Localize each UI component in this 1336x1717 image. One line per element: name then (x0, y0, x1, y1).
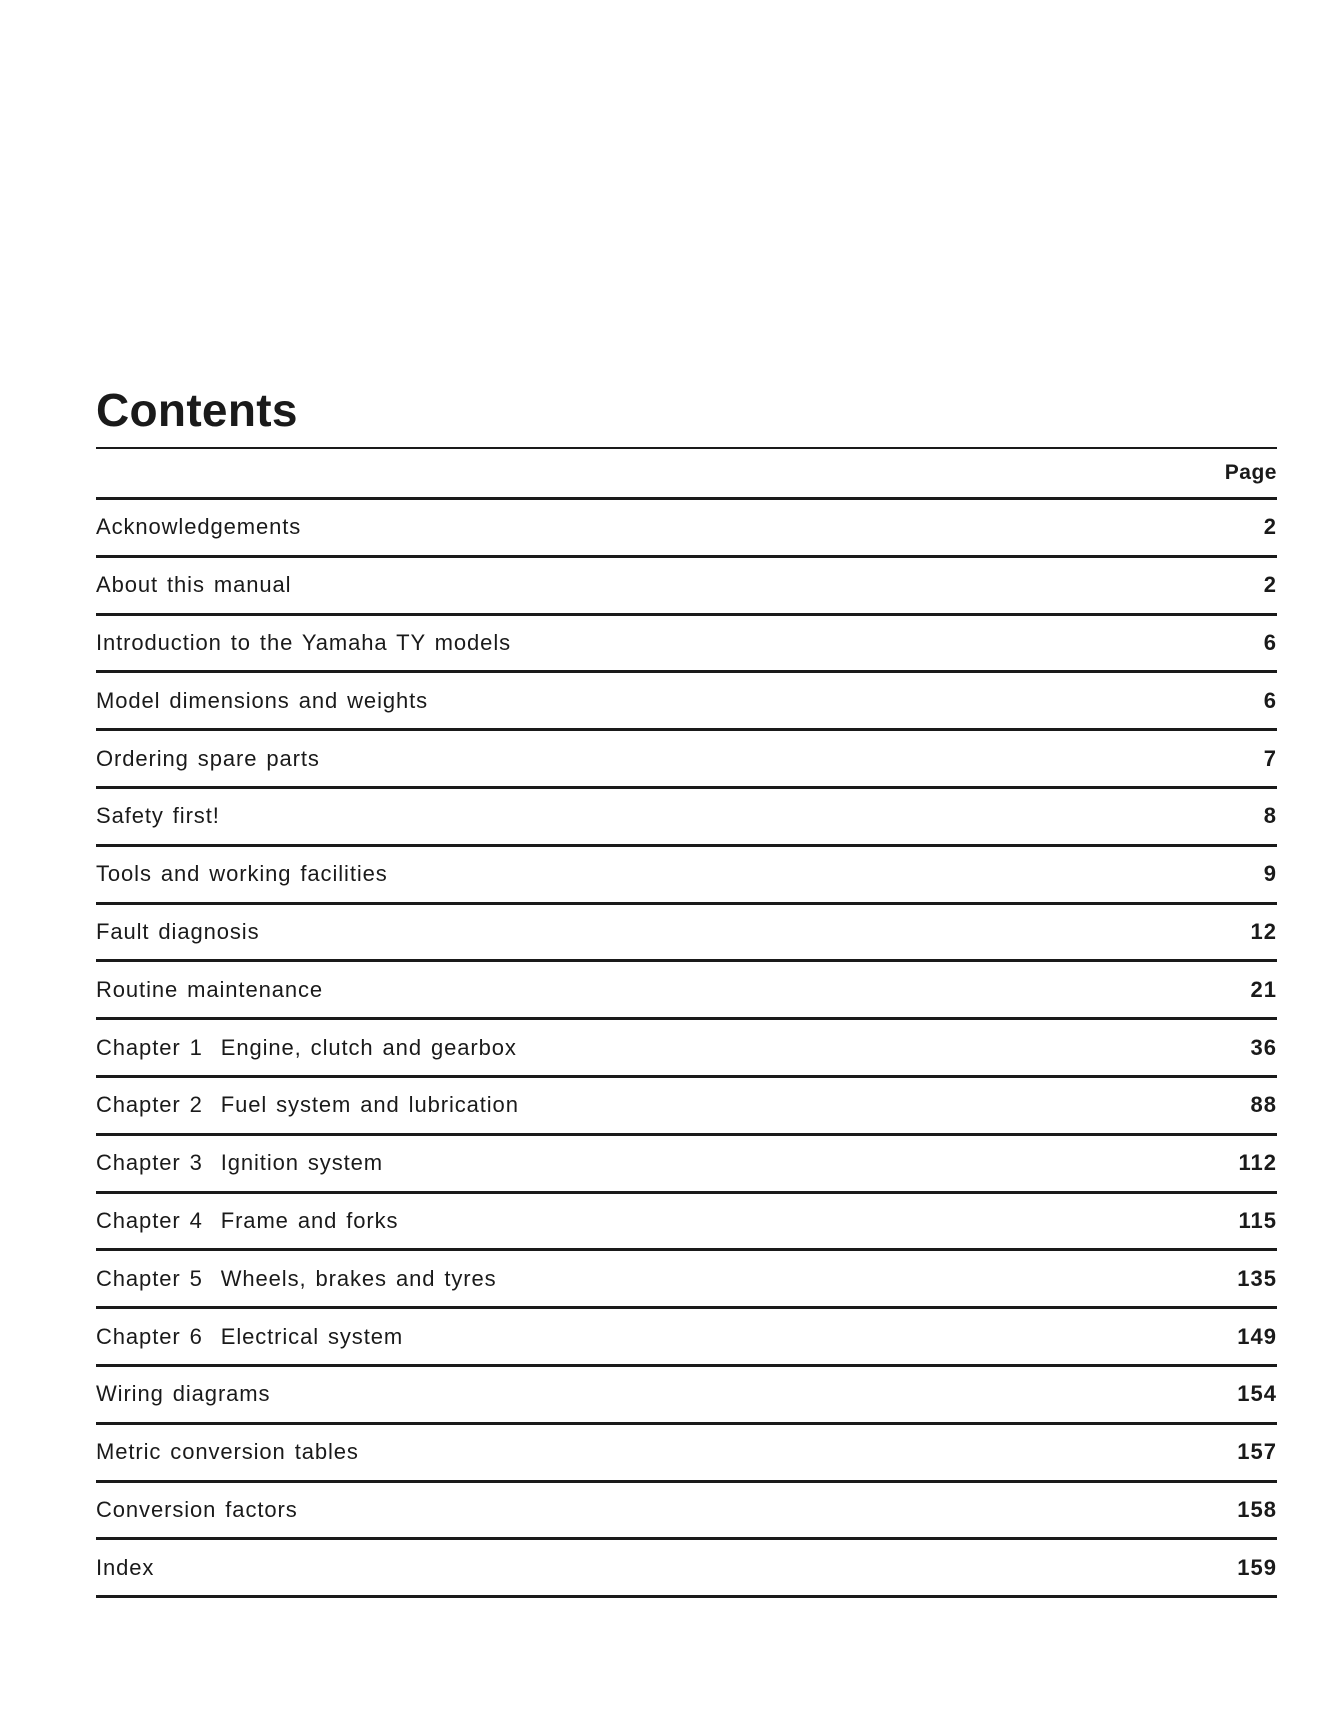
toc-entry-page: 6 (1263, 687, 1277, 713)
toc-entry-label: Index (96, 1554, 155, 1580)
toc-entry-page: 2 (1263, 572, 1277, 598)
toc-entry (96, 962, 1277, 1020)
toc-entry (96, 1367, 1277, 1425)
page-column-label: Page (1224, 461, 1277, 484)
toc-entry-page: 88 (1250, 1092, 1277, 1118)
toc-entry-page: 154 (1237, 1381, 1277, 1407)
toc-entry (96, 1309, 1277, 1367)
toc-entry-page: 159 (1237, 1554, 1277, 1580)
toc-entry-page: 8 (1263, 803, 1277, 829)
toc-entry-label: Conversion factors (96, 1496, 298, 1522)
toc-entry-page: 158 (1237, 1496, 1277, 1522)
toc-entry (96, 673, 1277, 731)
toc-entry-page: 112 (1238, 1150, 1277, 1176)
toc-entry-label: Chapter 4 Frame and forks (96, 1207, 399, 1233)
toc-entry (96, 1425, 1277, 1483)
toc-entry (96, 616, 1277, 674)
toc-entry-label: Metric conversion tables (96, 1439, 359, 1465)
toc-entry-label: Ordering spare parts (96, 745, 320, 771)
toc-entry-page: 9 (1263, 861, 1277, 887)
toc-entry-label: Chapter 6 Electrical system (96, 1323, 404, 1349)
toc-entry (96, 1483, 1277, 1541)
toc-entry-page: 7 (1263, 745, 1277, 771)
toc-entry-page: 149 (1237, 1323, 1277, 1349)
toc-entry (96, 558, 1277, 616)
toc-entry (96, 1540, 1277, 1598)
toc-entry-label: Chapter 1 Engine, clutch and gearbox (96, 1034, 517, 1060)
toc-entry-label: Acknowledgements (96, 514, 302, 540)
toc-entry-label: Chapter 2 Fuel system and lubrication (96, 1092, 519, 1118)
toc-entry (96, 1251, 1277, 1309)
toc-entry-page: 6 (1263, 629, 1277, 655)
toc-entry (96, 1136, 1277, 1194)
toc-entry-label: Routine maintenance (96, 976, 324, 1002)
page-column-header (96, 449, 1277, 500)
toc-entry (96, 731, 1277, 789)
toc-entry-label: About this manual (96, 572, 292, 598)
toc-entry (96, 1020, 1277, 1078)
toc-entry-page: 157 (1237, 1439, 1277, 1465)
toc-entry (96, 789, 1277, 847)
toc-entry-page: 2 (1263, 514, 1277, 540)
toc-entry-label: Chapter 3 Ignition system (96, 1150, 383, 1176)
toc-entry (96, 1194, 1277, 1252)
toc-entry (96, 1078, 1277, 1136)
toc-entry-page: 21 (1250, 976, 1277, 1002)
toc-entry-label: Fault diagnosis (96, 918, 260, 944)
contents-page (96, 375, 1277, 1598)
toc-entry (96, 847, 1277, 905)
toc-entry-page: 135 (1237, 1265, 1277, 1291)
toc-entry-label: Introduction to the Yamaha TY models (96, 629, 512, 655)
toc-entry-page: 12 (1250, 918, 1277, 944)
toc-entry-label: Chapter 5 Wheels, brakes and tyres (96, 1265, 497, 1291)
toc-entry-label: Wiring diagrams (96, 1381, 271, 1407)
toc-entry (96, 500, 1277, 558)
page-title: Contents (96, 384, 298, 436)
toc-entry (96, 905, 1277, 963)
toc-entry-label: Safety first! (96, 803, 220, 829)
toc-list (96, 500, 1277, 1598)
toc-entry-label: Tools and working facilities (96, 861, 388, 887)
toc-entry-page: 115 (1238, 1207, 1277, 1233)
toc-entry-page: 36 (1250, 1034, 1277, 1060)
toc-entry-label: Model dimensions and weights (96, 687, 429, 713)
